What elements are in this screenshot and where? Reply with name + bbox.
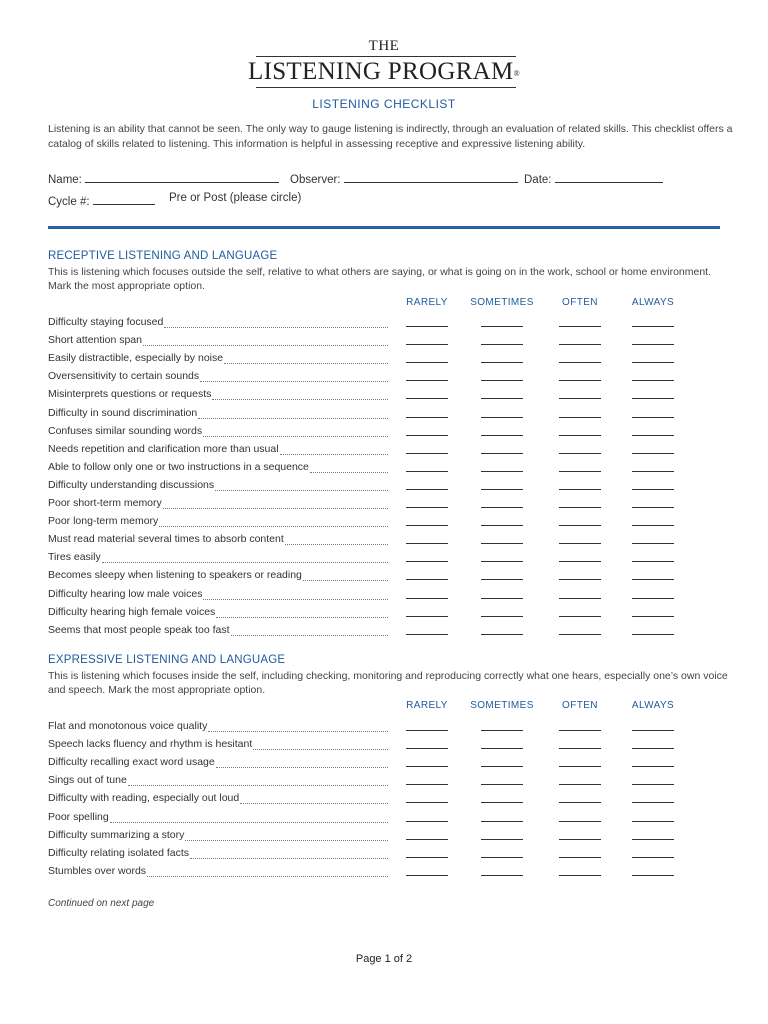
answer-blank-often[interactable] [559, 579, 601, 580]
answer-blank-sometimes[interactable] [481, 616, 523, 617]
name-field [48, 170, 279, 186]
name-label: Name: [48, 174, 82, 186]
dot-leader [285, 534, 388, 545]
answer-blank-sometimes[interactable] [481, 821, 523, 822]
answer-blank-sometimes[interactable] [481, 784, 523, 785]
answer-blank-rarely[interactable] [406, 362, 448, 363]
answer-blank-often[interactable] [559, 821, 601, 822]
answer-blank-always[interactable] [632, 766, 674, 767]
checklist-item-label: Poor long-term memory [48, 515, 159, 528]
answer-blank-rarely[interactable] [406, 857, 448, 858]
checklist-item-label: Becomes sleepy when listening to speakers or reading [48, 569, 302, 582]
checklist-item-label: Stumbles over words [48, 864, 147, 877]
answer-blank-always[interactable] [632, 802, 674, 803]
pre-post-label[interactable]: Pre or Post (please circle) [169, 192, 302, 204]
answer-blank-always[interactable] [632, 579, 674, 580]
answer-blank-sometimes[interactable] [481, 435, 523, 436]
dot-leader [185, 830, 388, 841]
column-header-sometimes: SOMETIMES [470, 700, 534, 711]
column-header-rarely: RARELY [406, 297, 448, 308]
answer-blank-often[interactable] [559, 598, 601, 599]
answer-blank-always[interactable] [632, 471, 674, 472]
answer-blank-rarely[interactable] [406, 561, 448, 562]
checklist-item [48, 585, 388, 600]
answer-blank-rarely[interactable] [406, 730, 448, 731]
name-blank[interactable] [85, 170, 279, 183]
logo-rule-bottom [256, 87, 516, 88]
dot-leader [147, 866, 388, 877]
checklist-item-label: Difficulty hearing low male voices [48, 587, 203, 600]
answer-blank-often[interactable] [559, 398, 601, 399]
answer-blank-sometimes[interactable] [481, 507, 523, 508]
answer-blank-rarely[interactable] [406, 821, 448, 822]
dot-leader [198, 408, 388, 419]
cycle-blank[interactable] [93, 192, 155, 205]
answer-blank-always[interactable] [632, 344, 674, 345]
logo-main-text: LISTENING PROGRAM [248, 58, 514, 85]
answer-blank-sometimes[interactable] [481, 380, 523, 381]
answer-blank-rarely[interactable] [406, 380, 448, 381]
answer-blank-rarely[interactable] [406, 471, 448, 472]
answer-blank-sometimes[interactable] [481, 398, 523, 399]
checklist-item [48, 476, 388, 491]
date-blank[interactable] [555, 170, 663, 183]
answer-blank-rarely[interactable] [406, 489, 448, 490]
section-divider [48, 226, 720, 229]
expressive-section-title: EXPRESSIVE LISTENING AND LANGUAGE [48, 654, 286, 666]
answer-blank-sometimes[interactable] [481, 543, 523, 544]
answer-blank-rarely[interactable] [406, 766, 448, 767]
answer-blank-often[interactable] [559, 362, 601, 363]
checklist-item [48, 548, 388, 563]
checklist-item-label: Difficulty summarizing a story [48, 828, 185, 841]
dot-leader [159, 516, 388, 527]
receptive-section-description: This is listening which focuses outside the self, relative to what others are saying, or what is going on in the work, school or home environment. Mark the most appropriate option. [48, 266, 712, 292]
dot-leader [216, 607, 388, 618]
checklist-item [48, 404, 388, 419]
cycle-label: Cycle #: [48, 196, 90, 208]
answer-blank-rarely[interactable] [406, 344, 448, 345]
answer-blank-often[interactable] [559, 857, 601, 858]
observer-label: Observer: [290, 174, 341, 186]
answer-blank-always[interactable] [632, 857, 674, 858]
page-number: Page 1 of 2 [355, 953, 413, 965]
dot-leader [280, 444, 388, 455]
answer-blank-always[interactable] [632, 543, 674, 544]
answer-blank-sometimes[interactable] [481, 579, 523, 580]
answer-blank-often[interactable] [559, 507, 601, 508]
checklist-item-label: Able to follow only one or two instructions in a sequence [48, 460, 309, 473]
answer-blank-sometimes[interactable] [481, 326, 523, 327]
dot-leader [240, 793, 388, 804]
answer-blank-always[interactable] [632, 730, 674, 731]
answer-blank-always[interactable] [632, 598, 674, 599]
date-field [524, 170, 663, 186]
checklist-item-label: Seems that most people speak too fast [48, 623, 230, 636]
logo-rule-top [256, 56, 516, 57]
answer-blank-always[interactable] [632, 489, 674, 490]
answer-blank-often[interactable] [559, 453, 601, 454]
answer-blank-rarely[interactable] [406, 417, 448, 418]
answer-blank-sometimes[interactable] [481, 598, 523, 599]
expressive-section-description: This is listening which focuses inside the self, including checking, monitoring and reproducing correctly what one hears, especially one’s own voice and speech. Mark the most appropriate option. [48, 670, 728, 696]
dot-leader [253, 739, 388, 750]
answer-blank-sometimes[interactable] [481, 344, 523, 345]
checklist-item-label: Must read material several times to absorb content [48, 533, 284, 546]
answer-blank-always[interactable] [632, 839, 674, 840]
answer-blank-often[interactable] [559, 489, 601, 490]
answer-blank-often[interactable] [559, 766, 601, 767]
checklist-item-label: Sings out of tune [48, 774, 127, 787]
document-title: LISTENING CHECKLIST [312, 97, 456, 111]
checklist-item [48, 566, 388, 581]
answer-blank-sometimes[interactable] [481, 417, 523, 418]
checklist-item-label: Easily distractible, especially by noise [48, 352, 224, 365]
answer-blank-rarely[interactable] [406, 748, 448, 749]
answer-blank-rarely[interactable] [406, 453, 448, 454]
checklist-item [48, 367, 388, 382]
column-header-often: OFTEN [562, 700, 598, 711]
answer-blank-sometimes[interactable] [481, 489, 523, 490]
receptive-section-title: RECEPTIVE LISTENING AND LANGUAGE [48, 250, 278, 262]
answer-blank-rarely[interactable] [406, 543, 448, 544]
answer-blank-always[interactable] [632, 507, 674, 508]
answer-blank-often[interactable] [559, 380, 601, 381]
dot-leader [203, 589, 388, 600]
answer-blank-often[interactable] [559, 875, 601, 876]
checklist-item [48, 717, 388, 732]
answer-blank-always[interactable] [632, 362, 674, 363]
dot-leader [215, 480, 388, 491]
checklist-item-label: Tires easily [48, 551, 101, 564]
answer-blank-always[interactable] [632, 616, 674, 617]
checklist-item-label: Speech lacks fluency and rhythm is hesitant [48, 738, 253, 751]
checklist-item-label: Needs repetition and clarification more than usual [48, 442, 279, 455]
answer-blank-sometimes[interactable] [481, 561, 523, 562]
logo-wordmark [0, 58, 768, 86]
answer-blank-rarely[interactable] [406, 525, 448, 526]
answer-blank-rarely[interactable] [406, 634, 448, 635]
answer-blank-sometimes[interactable] [481, 362, 523, 363]
answer-blank-often[interactable] [559, 471, 601, 472]
dot-leader [216, 757, 388, 768]
checklist-item [48, 844, 388, 859]
dot-leader [110, 812, 388, 823]
checklist-item-label: Poor spelling [48, 810, 109, 823]
answer-blank-sometimes[interactable] [481, 471, 523, 472]
dot-leader [310, 462, 388, 473]
observer-blank[interactable] [344, 170, 518, 183]
answer-blank-rarely[interactable] [406, 579, 448, 580]
checklist-item-label: Difficulty in sound discrimination [48, 406, 198, 419]
answer-blank-always[interactable] [632, 748, 674, 749]
answer-blank-often[interactable] [559, 561, 601, 562]
answer-blank-sometimes[interactable] [481, 748, 523, 749]
answer-blank-rarely[interactable] [406, 398, 448, 399]
answer-blank-rarely[interactable] [406, 598, 448, 599]
checklist-item-label: Flat and monotonous voice quality [48, 720, 208, 732]
answer-blank-often[interactable] [559, 525, 601, 526]
checklist-item [48, 753, 388, 768]
dot-leader [128, 775, 388, 786]
dot-leader [163, 498, 388, 509]
answer-blank-always[interactable] [632, 326, 674, 327]
dot-leader [143, 335, 388, 346]
answer-blank-sometimes[interactable] [481, 453, 523, 454]
checklist-item-label: Short attention span [48, 334, 142, 347]
answer-blank-sometimes[interactable] [481, 875, 523, 876]
date-label: Date: [524, 174, 552, 186]
answer-blank-always[interactable] [632, 784, 674, 785]
dot-leader [231, 625, 388, 636]
checklist-item [48, 313, 388, 328]
checklist-item [48, 494, 388, 509]
answer-blank-always[interactable] [632, 634, 674, 635]
dot-leader [208, 721, 388, 732]
answer-blank-often[interactable] [559, 839, 601, 840]
checklist-item-label: Confuses similar sounding words [48, 424, 203, 437]
answer-blank-rarely[interactable] [406, 784, 448, 785]
dot-leader [224, 353, 388, 364]
cycle-field [48, 192, 155, 208]
answer-blank-often[interactable] [559, 417, 601, 418]
checklist-item-label: Oversensitivity to certain sounds [48, 370, 200, 383]
answer-blank-often[interactable] [559, 802, 601, 803]
answer-blank-always[interactable] [632, 561, 674, 562]
checklist-item-label: Difficulty recalling exact word usage [48, 756, 215, 769]
answer-blank-often[interactable] [559, 784, 601, 785]
checklist-item-label: Difficulty staying focused [48, 316, 164, 328]
checklist-item-label: Difficulty hearing high female voices [48, 605, 216, 618]
dot-leader [303, 570, 388, 581]
answer-blank-always[interactable] [632, 417, 674, 418]
dot-leader [164, 317, 388, 328]
checklist-item [48, 789, 388, 804]
column-header-sometimes: SOMETIMES [470, 297, 534, 308]
answer-blank-sometimes[interactable] [481, 802, 523, 803]
dot-leader [212, 389, 388, 400]
continued-note: Continued on next page [48, 898, 155, 909]
answer-blank-always[interactable] [632, 435, 674, 436]
checklist-item [48, 826, 388, 841]
answer-blank-always[interactable] [632, 875, 674, 876]
checklist-item [48, 422, 388, 437]
answer-blank-always[interactable] [632, 525, 674, 526]
checklist-item [48, 621, 388, 636]
dot-leader [102, 552, 388, 563]
intro-paragraph: Listening is an ability that cannot be seen. The only way to gauge listening is indirectly, through an evaluation of related skills. This checklist offers a catalog of skills related to listening. This information is helpful in assessing receptive and expressive listening ability. [48, 123, 733, 150]
column-header-rarely: RARELY [406, 700, 448, 711]
answer-blank-always[interactable] [632, 821, 674, 822]
checklist-item [48, 735, 388, 750]
checklist-item-label: Difficulty understanding discussions [48, 478, 215, 491]
answer-blank-often[interactable] [559, 730, 601, 731]
answer-blank-often[interactable] [559, 326, 601, 327]
logo-the: THE [368, 38, 400, 54]
checklist-item [48, 385, 388, 400]
column-header-often: OFTEN [562, 297, 598, 308]
checklist-item [48, 603, 388, 618]
answer-blank-rarely[interactable] [406, 435, 448, 436]
answer-blank-often[interactable] [559, 748, 601, 749]
checklist-item [48, 808, 388, 823]
checklist-item [48, 771, 388, 786]
answer-blank-rarely[interactable] [406, 875, 448, 876]
answer-blank-often[interactable] [559, 435, 601, 436]
answer-blank-often[interactable] [559, 543, 601, 544]
answer-blank-often[interactable] [559, 634, 601, 635]
checklist-item-label: Difficulty relating isolated facts [48, 846, 190, 859]
checklist-item [48, 331, 388, 346]
checklist-item-label: Poor short-term memory [48, 497, 162, 509]
answer-blank-sometimes[interactable] [481, 766, 523, 767]
answer-blank-often[interactable] [559, 344, 601, 345]
answer-blank-sometimes[interactable] [481, 730, 523, 731]
checklist-item [48, 349, 388, 364]
answer-blank-always[interactable] [632, 398, 674, 399]
dot-leader [200, 371, 388, 382]
checklist-item [48, 440, 388, 455]
answer-blank-sometimes[interactable] [481, 839, 523, 840]
dot-leader [203, 426, 388, 437]
answer-blank-rarely[interactable] [406, 507, 448, 508]
checklist-item-label: Misinterprets questions or requests [48, 388, 212, 401]
answer-blank-rarely[interactable] [406, 326, 448, 327]
answer-blank-sometimes[interactable] [481, 857, 523, 858]
observer-field [290, 170, 518, 186]
checklist-item [48, 458, 388, 473]
answer-blank-often[interactable] [559, 616, 601, 617]
answer-blank-rarely[interactable] [406, 839, 448, 840]
answer-blank-rarely[interactable] [406, 802, 448, 803]
answer-blank-sometimes[interactable] [481, 525, 523, 526]
column-header-always: ALWAYS [631, 700, 675, 711]
checklist-item [48, 512, 388, 527]
column-header-always: ALWAYS [631, 297, 675, 308]
checklist-item [48, 862, 388, 877]
answer-blank-always[interactable] [632, 453, 674, 454]
answer-blank-sometimes[interactable] [481, 634, 523, 635]
checklist-item-label: Difficulty with reading, especially out loud [48, 792, 240, 805]
registered-mark: ® [513, 69, 520, 78]
answer-blank-always[interactable] [632, 380, 674, 381]
answer-blank-rarely[interactable] [406, 616, 448, 617]
checklist-item [48, 530, 388, 545]
dot-leader [190, 848, 388, 859]
